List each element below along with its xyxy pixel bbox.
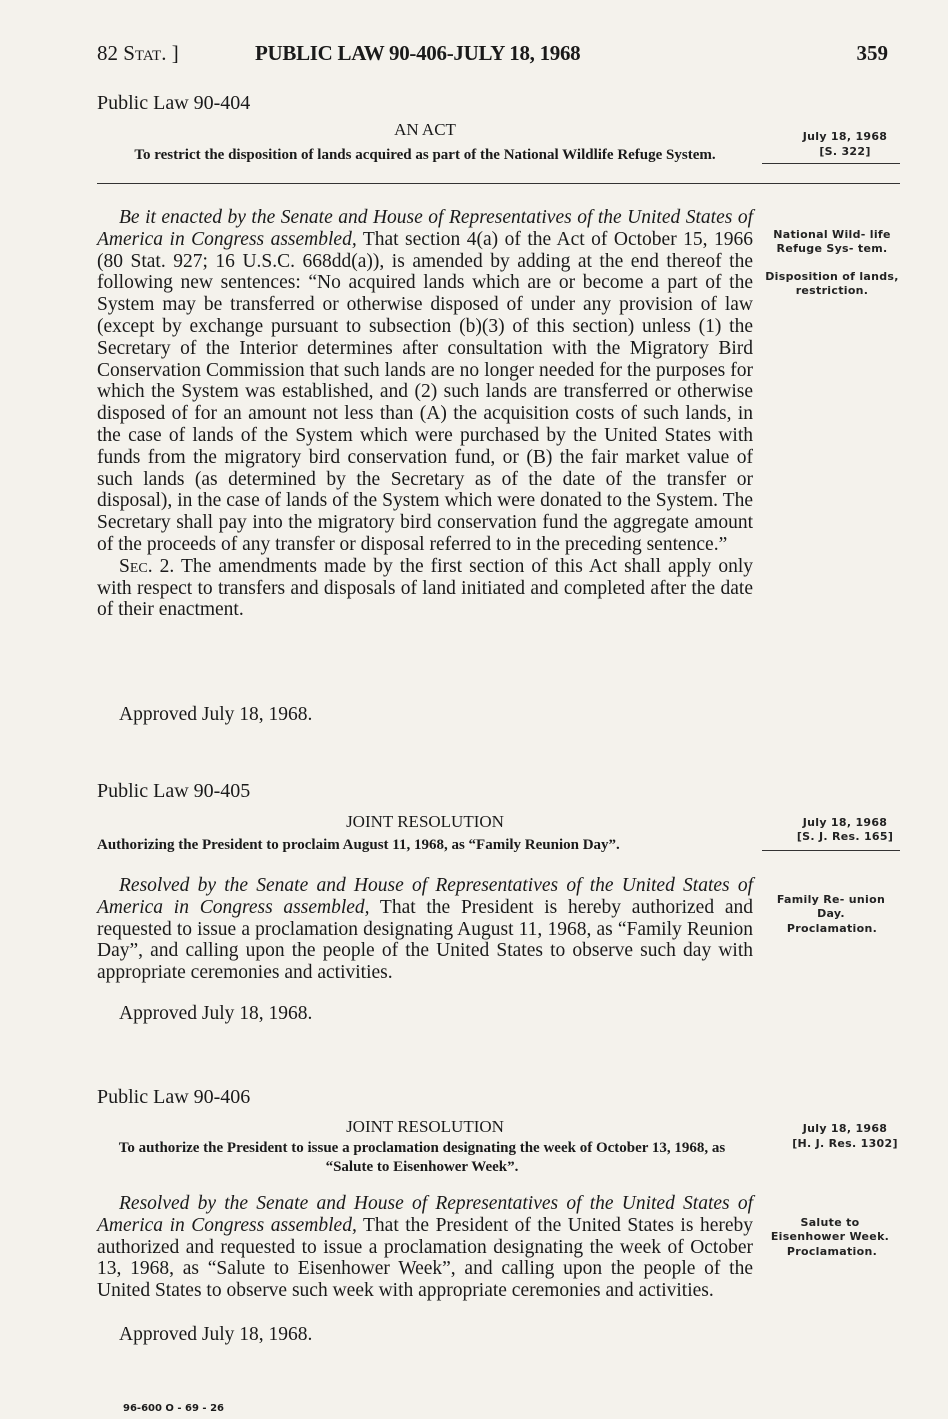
margin-date: July 18, 1968 bbox=[802, 816, 888, 829]
running-title: PUBLIC LAW 90-406-JULY 18, 1968 bbox=[255, 41, 581, 65]
section-1-paragraph bbox=[97, 207, 753, 556]
margin-bill-number: [S. J. Res. 165] bbox=[796, 830, 894, 843]
margin-bill-number: [H. J. Res. 1302] bbox=[792, 1137, 898, 1150]
margin-subject-note: National Wild- life Refuge Sys- tem. bbox=[773, 228, 891, 255]
law-purpose: Authorizing the President to proclaim August 11, 1968, as “Family Reunion Day”. bbox=[97, 837, 620, 853]
statute-volume: 82 Stat. ] bbox=[97, 41, 179, 65]
approval-date: Approved July 18, 1968. bbox=[119, 704, 313, 725]
approval-date: Approved July 18, 1968. bbox=[119, 1324, 313, 1345]
resolving-clause: Resolved by the Senate and House of Representatives of the United States of America in Congress assembled, bbox=[97, 1193, 753, 1236]
margin-rule bbox=[762, 850, 900, 851]
resolution-paragraph bbox=[97, 1193, 753, 1302]
law-heading: JOINT RESOLUTION bbox=[346, 812, 504, 831]
law-purpose: To authorize the President to issue a proclamation designating the week of October 13, 1968, as “Salute to Eisenhower Week”. bbox=[118, 1140, 726, 1175]
law-title: Public Law 90-404 bbox=[97, 92, 251, 114]
enacting-clause: Be it enacted by the Senate and House of Representatives of the United States of America in Congress assembled, bbox=[97, 207, 753, 250]
law-title: Public Law 90-406 bbox=[97, 1086, 251, 1108]
margin-subject-note: Family Re- union Day. bbox=[776, 893, 886, 920]
section-1-text: That section 4(a) of the Act of October 15, 1966 (80 Stat. 927; 16 U.S.C. 668dd(a)), is amended by adding at the end thereof the following new sentences: “No acquired lands which are or become a part of the System may be transferred or otherwise disposed of under any provision of law (except by exchange pursuant to subsection (b)(3) of this section) unless (1) the Secretary of the Interior determines after consultation with the Migratory Bird Conservation Commission that such lands are no longer needed for the purposes for which the System was established, and (2) such lands are transferred or otherwise disposed of for an amount not less than (A) the acquisition costs of such lands, in the case of lands of the System which were purchased by the United States with funds from the migratory bird conservation fund, or (B) the fair market value of such lands (as determined by the Secretary as of the date of the transfer or disposal), in the case of lands of the System which were donated to the System. The Secretary shall pay into the migratory bird conservation fund the aggregate amount of the proceeds of any transfer or disposal referred to in the preceding sentence.” bbox=[97, 228, 754, 555]
margin-subject-note: Proclamation. bbox=[786, 922, 878, 935]
page-number: 359 bbox=[856, 41, 888, 65]
section-label: Sec. 2. bbox=[119, 555, 175, 577]
law-heading: JOINT RESOLUTION bbox=[346, 1117, 504, 1136]
margin-bill-number: [S. 322] bbox=[819, 145, 871, 158]
margin-subject-note: Proclamation. bbox=[786, 1245, 878, 1258]
law-body bbox=[97, 207, 753, 621]
resolution-text: That the President is hereby authorized and requested to issue a proclamation designating August 11, 1968, as “Family Reunion Day”, and calling upon the people of the United States to observe such day with appropriate ceremonies and activities. bbox=[97, 896, 753, 984]
law-title: Public Law 90-405 bbox=[97, 780, 251, 802]
margin-date: July 18, 1968 bbox=[802, 1122, 888, 1135]
law-purpose: To restrict the disposition of lands acquired as part of the National Wildlife Refuge System. bbox=[134, 147, 716, 163]
margin-subject-note: Salute to Eisenhower Week. bbox=[770, 1216, 890, 1243]
resolution-paragraph bbox=[97, 875, 753, 984]
section-2-text: The amendments made by the first section of this Act shall apply only with respect to transfers and disposals of land initiated and completed after the date of their enactment. bbox=[97, 555, 753, 621]
approval-date: Approved July 18, 1968. bbox=[119, 1003, 313, 1024]
law-body bbox=[97, 875, 753, 984]
law-body bbox=[97, 1193, 753, 1302]
resolving-clause: Resolved by the Senate and House of Representatives of the United States of America in Congress assembled, bbox=[97, 875, 753, 918]
margin-date: July 18, 1968 bbox=[802, 130, 888, 143]
resolution-text: That the President of the United States is hereby authorized and requested to issue a proclamation designating the week of October 13, 1968, as “Salute to Eisenhower Week”, and calling upon the people of the United States to observe such week with appropriate ceremonies and activities. bbox=[97, 1214, 754, 1302]
law-separator-rule bbox=[97, 183, 900, 184]
law-heading: AN ACT bbox=[394, 120, 456, 139]
section-2-paragraph bbox=[97, 556, 753, 621]
print-code: 96-600 O - 69 - 26 bbox=[123, 1403, 224, 1414]
margin-rule bbox=[762, 163, 900, 164]
margin-subject-note: Disposition of lands, restriction. bbox=[765, 270, 899, 297]
